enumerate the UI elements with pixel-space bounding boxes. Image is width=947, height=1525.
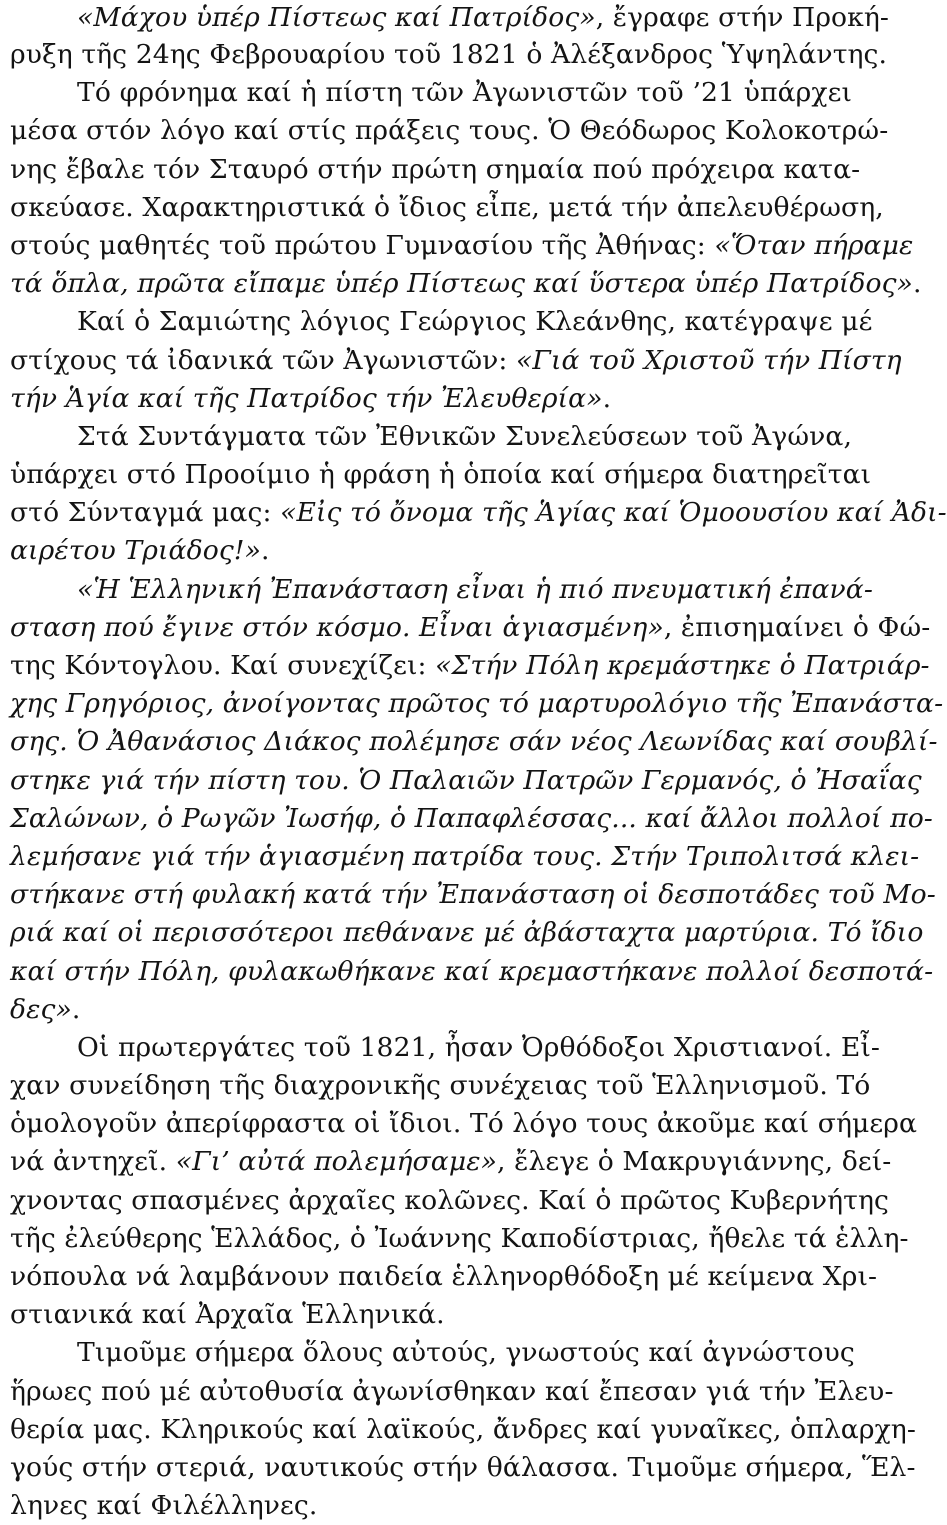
text-line xyxy=(10,227,914,265)
italic-text-run: «Ὅταν πήραμε xyxy=(714,229,914,261)
italic-text-run: στήκανε στή φυλακή κατά τήν Ἐπανάσταση οἱ δεσποτάδες τοῦ Μο- xyxy=(10,879,936,911)
text-line xyxy=(10,1487,852,1525)
text-run: . xyxy=(602,382,612,414)
text-run: ρυξη τῆς 24ης Φεβρουαρίου τοῦ 1821 ὁ Ἀλέξανδρος Ὑψηλάντης. xyxy=(10,39,888,70)
text-line xyxy=(10,762,922,800)
text-line xyxy=(10,953,934,991)
paragraph xyxy=(10,418,947,571)
text-run: ληνες καί Φιλέλληνες. xyxy=(10,1490,318,1522)
italic-text-run: «Στήν Πόλη κρεμάστηκε ὁ Πατριάρ- xyxy=(435,650,930,681)
text-line xyxy=(10,685,944,723)
text-run: Στά Συντάγματα τῶν Ἐθνικῶν Συνελεύσεων τοῦ Ἀγώνα, xyxy=(77,420,852,452)
text-line xyxy=(10,1296,852,1334)
text-run: νης ἔβαλε τόν Σταυρό στήν πρώτη σημαία πού πρόχειρα κατα- xyxy=(10,153,861,185)
text-run: , ἐπισημαίνει ὁ Φώ- xyxy=(663,611,931,643)
italic-text-run: «Μάχου ὑπέρ Πίστεως καί Πατρίδος» xyxy=(77,2,596,33)
text-line xyxy=(10,532,852,570)
text-line xyxy=(10,609,931,647)
text-line xyxy=(10,342,902,380)
text-line xyxy=(10,112,889,150)
text-run: στίχους τά ἰδανικά τῶν Ἀγωνιστῶν: xyxy=(10,344,517,376)
text-line xyxy=(10,380,852,418)
text-run: . xyxy=(260,535,270,567)
italic-text-run: «Γι’ αὐτά πολεμήσαμε» xyxy=(175,1146,497,1178)
text-line xyxy=(10,1143,892,1181)
text-run: στιανικά καί Ἀρχαῖα Ἑλληνικά. xyxy=(10,1299,445,1331)
italic-text-run: τά ὅπλα, πρῶτα εἴπαμε ὑπέρ Πίστεως καί ὕστερα ὑπέρ Πατρίδος» xyxy=(10,268,913,300)
italic-text-run: σης. Ὁ Ἀθανάσιος Διάκος πολέμησε σάν νέος Λεωνίδας καί σουβλί- xyxy=(10,726,938,758)
text-line xyxy=(10,1029,880,1067)
text-run: θερία μας. Κληρικούς καί λαϊκούς, ἄνδρες καί γυναῖκες, ὁπλαρχη- xyxy=(10,1413,916,1445)
text-run: , ἔγραφε στήν Προκή- xyxy=(595,2,889,33)
text-line xyxy=(10,876,936,914)
text-run: νά ἀντηχεῖ. xyxy=(10,1146,176,1178)
text-run: τῆς ἐλεύθερης Ἑλλάδος, ὁ Ἰωάννης Καποδίστριας, ἤθελε τά ἑλλη- xyxy=(10,1222,909,1254)
text-run: μέσα στόν λόγο καί στίς πράξεις τους. Ὁ Θεόδωρος Κολοκοτρώ- xyxy=(10,115,889,147)
italic-text-run: «Εἰς τό ὄνομα τῆς Ἁγίας καί Ὁμοουσίου καί Ἀδι- xyxy=(280,497,947,529)
paragraph xyxy=(10,74,922,303)
text-line xyxy=(10,1105,918,1143)
paragraph xyxy=(10,0,889,74)
text-line xyxy=(10,151,861,189)
text-run: της Κόντογλου. Καί συνεχίζει: xyxy=(10,650,436,681)
text-run: Τιμοῦμε σήμερα ὅλους αὐτούς, γνωστούς καί ἀγνώστους xyxy=(77,1337,855,1369)
paragraph xyxy=(10,1029,918,1335)
document-page xyxy=(10,0,947,1522)
text-line xyxy=(10,1258,878,1296)
text-line xyxy=(10,456,872,494)
text-line xyxy=(10,838,920,876)
text-line xyxy=(10,1411,916,1449)
text-run: Τό φρόνημα καί ἡ πίστη τῶν Ἀγωνιστῶν τοῦ ’21 ὑπάρχει xyxy=(77,77,852,109)
text-run: στούς μαθητές τοῦ πρώτου Γυμνασίου τῆς Ἀθήνας: xyxy=(10,229,715,261)
text-line xyxy=(10,991,852,1029)
paragraph xyxy=(10,303,902,418)
text-line xyxy=(10,800,933,838)
paragraph xyxy=(10,571,944,1029)
text-line xyxy=(10,914,924,952)
text-run: . xyxy=(71,993,81,1025)
text-line xyxy=(10,303,873,341)
text-line xyxy=(10,723,938,761)
italic-text-run: χης Γρηγόριος, ἀνοίγοντας πρῶτος τό μαρτυρολόγιο τῆς Ἐπανάστα- xyxy=(10,688,944,720)
italic-text-run: καί στήν Πόλη, φυλακωθήκανε καί κρεμαστήκανε πολλοί δεσποτά- xyxy=(10,955,934,987)
text-line xyxy=(10,1449,916,1487)
text-line xyxy=(10,74,852,112)
text-line xyxy=(10,189,884,227)
text-run: νόπουλα νά λαμβάνουν παιδεία ἑλληνορθόδοξη μέ κείμενα Χρι- xyxy=(10,1261,878,1292)
text-line xyxy=(10,1220,909,1258)
italic-text-run: «Γιά τοῦ Χριστοῦ τήν Πίστη xyxy=(516,344,902,376)
text-line xyxy=(10,571,873,609)
text-line xyxy=(10,647,930,685)
text-line xyxy=(10,1373,894,1411)
italic-text-run: ριά καί οἱ περισσότεροι πεθάνανε μέ ἀβάσταχτα μαρτύρια. Τό ἴδιο xyxy=(10,917,924,949)
text-run: Καί ὁ Σαμιώτης λόγιος Γεώργιος Κλεάνθης, κατέγραψε μέ xyxy=(77,306,873,338)
text-run: ὁμολογοῦν ἀπερίφραστα οἱ ἴδιοι. Τό λόγο τους ἀκοῦμε καί σήμερα xyxy=(10,1108,918,1140)
italic-text-run: λεμήσανε γιά τήν ἁγιασμένη πατρίδα τους. Στήν Τριπολιτσά κλει- xyxy=(10,840,920,872)
text-line xyxy=(10,36,888,74)
text-run: ὑπάρχει στό Προοίμιο ἡ φράση ἡ ὁποία καί σήμερα διατηρεῖται xyxy=(10,459,872,491)
text-line xyxy=(10,494,947,532)
text-run: στό Σύνταγμά μας: xyxy=(10,497,281,529)
text-run: Οἱ πρωτεργάτες τοῦ 1821, ἦσαν Ὀρθόδοξοι Χριστιανοί. Εἶ- xyxy=(77,1031,880,1063)
text-run: , ἔλεγε ὁ Μακρυγιάννης, δεί- xyxy=(496,1146,892,1178)
italic-text-run: αιρέτου Τριάδος!» xyxy=(10,535,261,567)
text-run: γούς στήν στεριά, ναυτικούς στήν θάλασσα. Τιμοῦμε σήμερα, Ἕλ- xyxy=(10,1451,916,1483)
text-run: χαν συνείδηση τῆς διαχρονικῆς συνέχειας τοῦ Ἑλληνισμοῦ. Τό xyxy=(10,1070,871,1102)
italic-text-run: τήν Ἁγία καί τῆς Πατρίδος τήν Ἐλευθερία» xyxy=(10,382,603,414)
text-run: σκεύασε. Χαρακτηριστικά ὁ ἴδιος εἶπε, μετά τήν ἀπελευθέρωση, xyxy=(10,191,884,223)
text-line xyxy=(10,1334,855,1372)
text-line xyxy=(10,1067,871,1105)
italic-text-run: σταση πού ἔγινε στόν κόσμο. Εἶναι ἁγιασμένη» xyxy=(10,611,664,643)
italic-text-run: «Ἡ Ἑλληνική Ἐπανάσταση εἶναι ἡ πιό πνευματική ἐπανά- xyxy=(77,573,873,605)
paragraph xyxy=(10,1334,916,1525)
italic-text-run: στηκε γιά τήν πίστη του. Ὁ Παλαιῶν Πατρῶν Γερμανός, ὁ Ἠσαΐας xyxy=(10,764,922,796)
text-line xyxy=(10,418,852,456)
text-run: . xyxy=(912,268,922,300)
text-run: χνοντας σπασμένες ἀρχαῖες κολῶνες. Καί ὁ πρῶτος Κυβερνήτης xyxy=(10,1184,890,1216)
italic-text-run: δες» xyxy=(10,993,72,1025)
text-line xyxy=(10,265,922,303)
text-line xyxy=(10,1182,890,1220)
text-run: ἥρωες πού μέ αὐτοθυσία ἀγωνίσθηκαν καί ἔπεσαν γιά τήν Ἐλευ- xyxy=(10,1375,894,1407)
italic-text-run: Σαλώνων, ὁ Ρωγῶν Ἰωσήφ, ὁ Παπαφλέσσας... καί ἄλλοι πολλοί πο- xyxy=(10,802,933,834)
text-line xyxy=(10,0,889,36)
